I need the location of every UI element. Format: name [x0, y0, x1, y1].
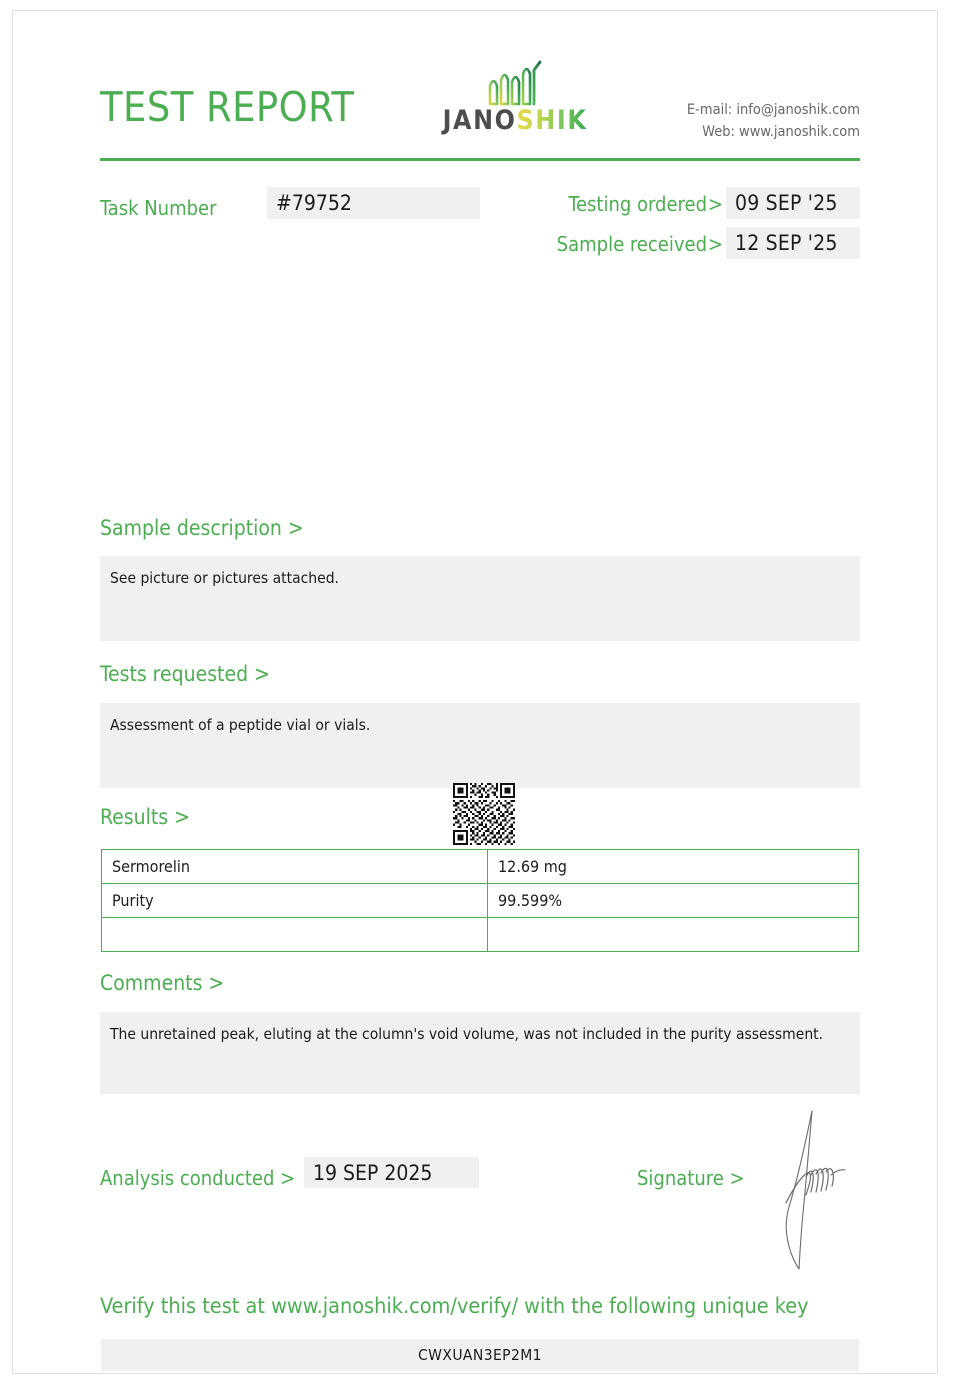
signature-label: Signature >: [637, 1166, 745, 1190]
sample-received-value: 12 SEP '25: [726, 227, 860, 259]
table-row: [102, 884, 859, 918]
brand-logo: [425, 60, 605, 135]
signoff-row: [100, 1161, 860, 1201]
testing-ordered-row: [500, 187, 860, 221]
report-header: [100, 57, 860, 157]
task-number-value: #79752: [267, 187, 480, 219]
comments-heading: Comments >: [100, 971, 225, 995]
table-row: [102, 850, 859, 884]
analysis-conducted-label: Analysis conducted >: [100, 1166, 296, 1190]
brand-name-accent: SHIK: [516, 105, 588, 136]
contact-email: E-mail: info@janoshik.com: [686, 102, 860, 118]
sample-received-row: [500, 227, 860, 261]
sample-description-text: See picture or pictures attached.: [100, 556, 860, 641]
analysis-conducted-value: 19 SEP 2025: [304, 1157, 479, 1188]
page-title: TEST REPORT: [100, 83, 355, 131]
contact-web: Web: www.janoshik.com: [702, 124, 860, 141]
task-number-label: Task Number: [100, 196, 217, 220]
result-name: Purity: [102, 884, 488, 918]
meta-row: [100, 187, 860, 269]
caret-icon: >: [707, 192, 723, 216]
comments-text: The unretained peak, eluting at the column's void volume, was not included in the purity assessment.: [100, 1012, 860, 1094]
result-name: Sermorelin: [102, 850, 488, 884]
handwritten-signature-icon: [765, 1103, 865, 1273]
table-row: [102, 918, 859, 952]
qr-code-icon[interactable]: [453, 783, 515, 845]
tests-requested-heading: Tests requested >: [100, 662, 270, 686]
verify-instruction: Verify this test at www.janoshik.com/verify/ with the following unique key: [100, 1294, 809, 1319]
header-divider: [100, 158, 860, 161]
result-value: 12.69 mg: [488, 850, 859, 884]
chart-bars-icon: [486, 60, 544, 106]
unique-key-value: CWXUAN3EP2M1: [101, 1339, 859, 1371]
brand-name-dark: JANO: [442, 105, 517, 136]
result-name: [102, 918, 488, 952]
result-value: [488, 918, 859, 952]
results-heading: Results >: [100, 805, 190, 829]
sample-description-heading: Sample description >: [100, 516, 304, 540]
tests-requested-text: Assessment of a peptide vial or vials.: [100, 703, 860, 788]
testing-ordered-value: 09 SEP '25: [726, 187, 860, 219]
brand-name: [425, 105, 605, 136]
results-table: [101, 849, 859, 952]
sample-received-label: Sample received: [556, 232, 707, 256]
date-fields: [500, 187, 860, 267]
result-value: 99.599%: [488, 884, 859, 918]
report-page: [12, 10, 938, 1374]
caret-icon: >: [707, 232, 723, 256]
report-content: [100, 11, 860, 1373]
testing-ordered-label: Testing ordered: [568, 192, 707, 216]
contact-info: [687, 99, 860, 144]
